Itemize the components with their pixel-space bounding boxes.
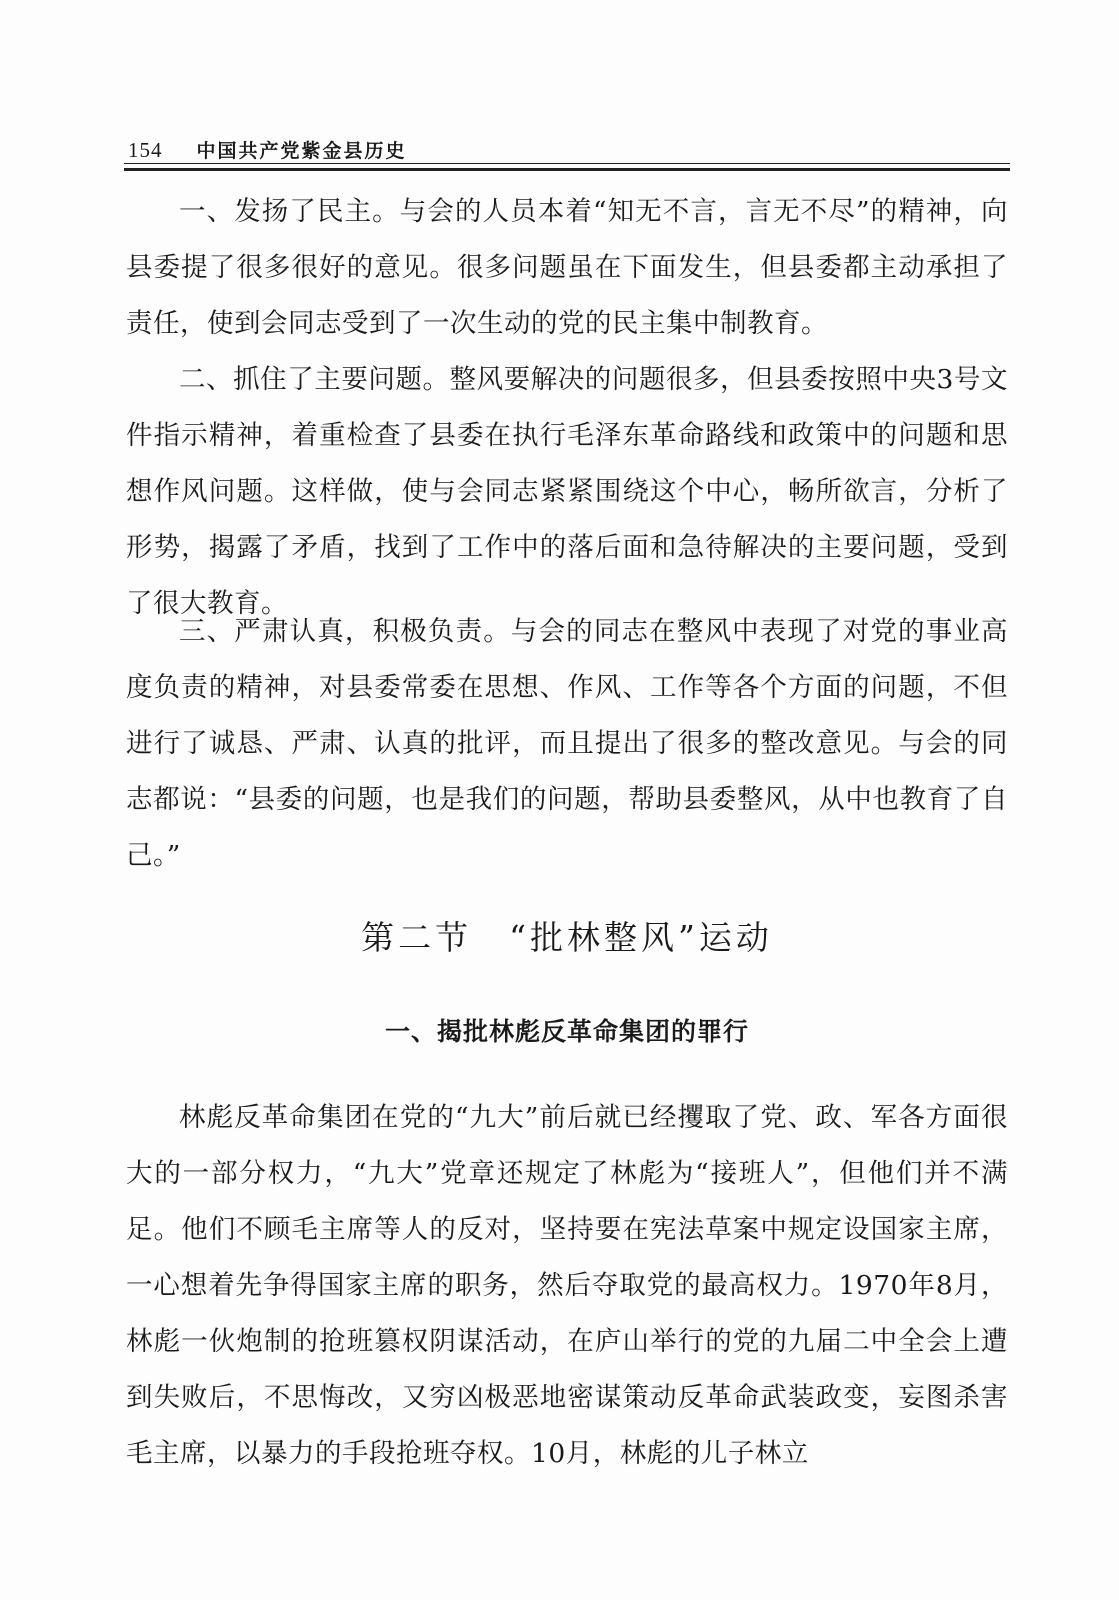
running-header	[128, 136, 1010, 166]
paragraph-lin-biao-group: 林彪反革命集团在党的“九大”前后就已经攫取了党、政、军各方面很大的一部分权力，“九大”党章还规定了林彪为“接班人”，但他们并不满足。他们不顾毛主席等人的反对，坚持要在宪法草案中规定设国家主席，一心想着先争得国家主席的职务，然后夺取党的最高权力。1970年8月，林彪一伙炮制的抢班篡权阴谋活动，在庐山举行的党的九届二中全会上遭到失败后，不思悔改，又穷凶极恶地密谋策动反革命武装政变，妄图杀害毛主席，以暴力的手段抢班夺权。10月，林彪的儿子林立	[126, 1102, 1008, 1469]
header-rule-thick	[124, 168, 1010, 171]
section-title: 第二节 “批林整风”运动	[361, 918, 773, 957]
header-rule-thin	[124, 163, 1010, 164]
paragraph-democracy: 一、发扬了民主。与会的人员本着“知无不言，言无不尽”的精神，向县委提了很多很好的意见。很多问题虽在下面发生，但县委都主动承担了责任，使到会同志受到了一次生动的党的民主集中制教育。	[126, 196, 1008, 339]
paragraph-serious-responsible: 三、严肃认真，积极负责。与会的同志在整风中表现了对党的事业高度负责的精神，对县委常委在思想、作风、工作等各个方面的问题，不但进行了诚恳、严肃、认真的批评，而且提出了很多的整改意见。与会的同志都说：“县委的问题，也是我们的问题，帮助县委整风，从中也教育了自己。”	[126, 616, 1008, 871]
page-number: 154	[128, 138, 163, 162]
paragraph-main-problems: 二、抓住了主要问题。整风要解决的问题很多，但县委按照中央3号文件指示精神，着重检查了县委在执行毛泽东革命路线和政策中的问题和思想作风问题。这样做，使与会同志紧紧围绕这个中心，畅所欲言，分析了形势，揭露了矛盾，找到了工作中的落后面和急待解决的主要问题，受到了很大教育。	[126, 364, 1008, 619]
book-title: 中国共产党紫金县历史	[196, 140, 407, 162]
subsection-title: 一、揭批林彪反革命集团的罪行	[384, 1017, 749, 1046]
